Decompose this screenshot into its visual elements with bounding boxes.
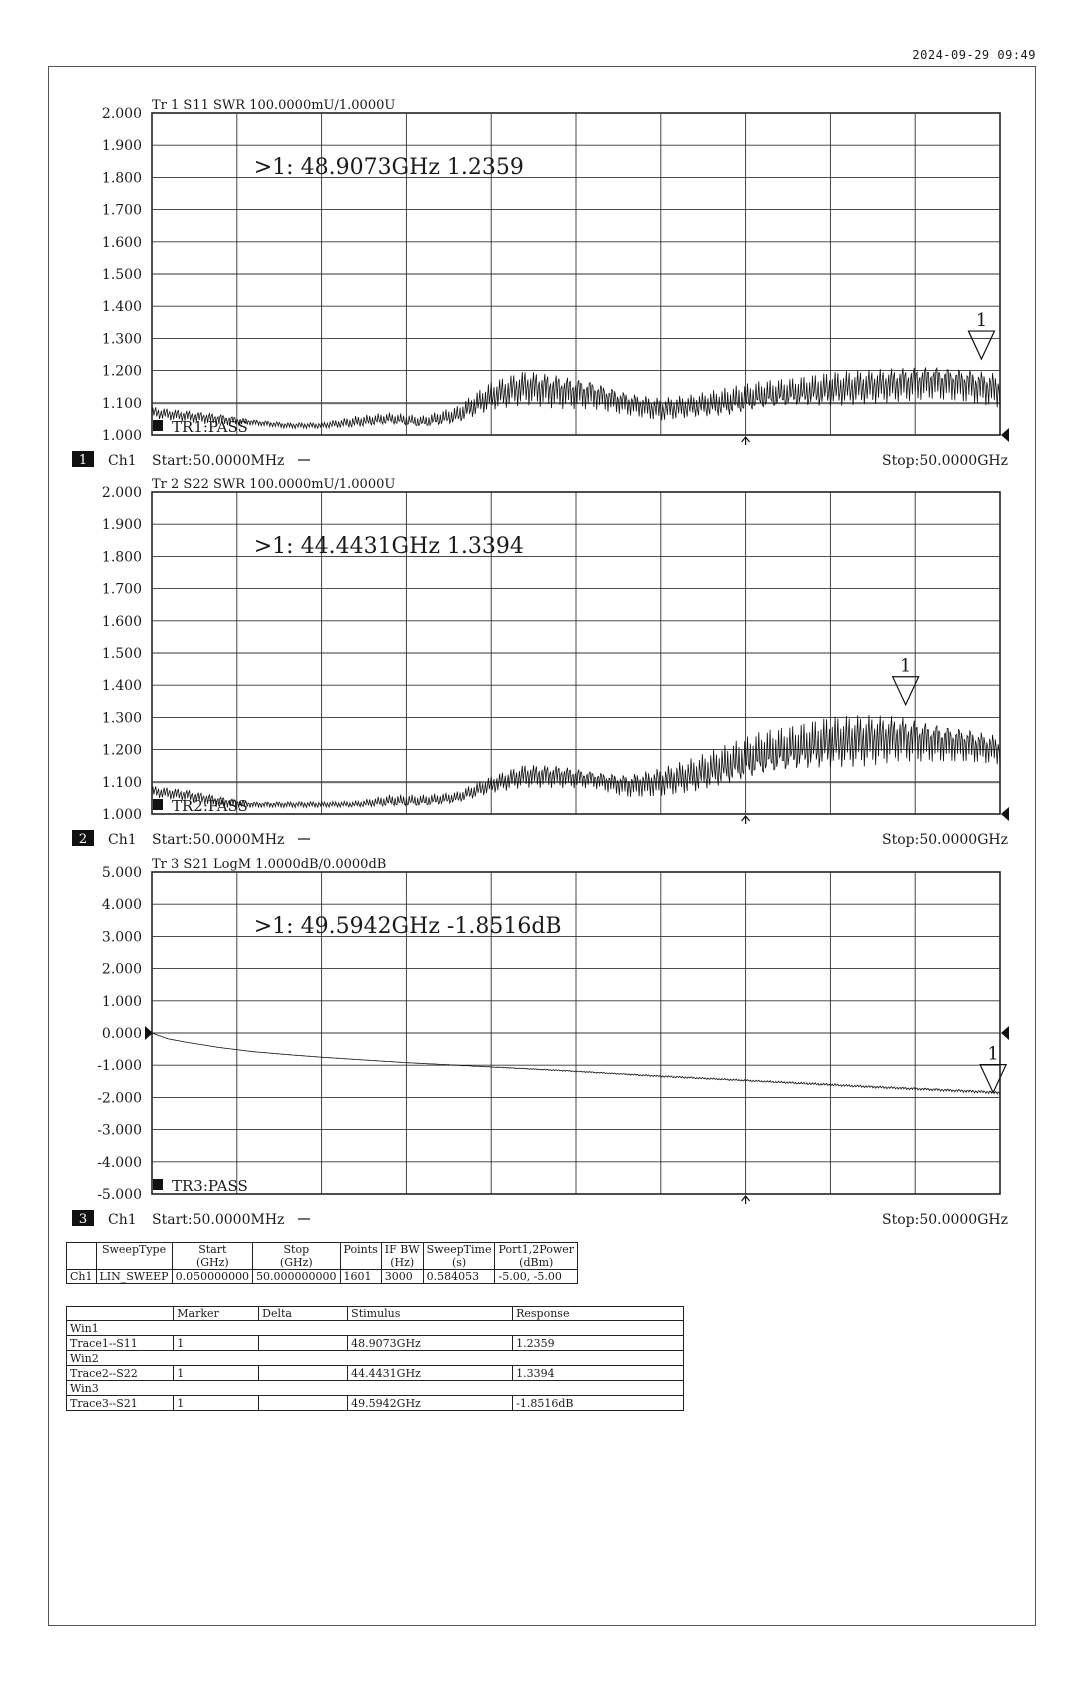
sweep-table-header-cell: Port1,2Power (dBm) (495, 1243, 578, 1270)
chart1-y-tick-label: 1.700 (101, 202, 142, 219)
chart1-y-tick-label: 1.800 (101, 170, 142, 187)
chart3-pass-indicator-box (153, 1179, 163, 1190)
sweep-table-header-row (67, 1243, 578, 1270)
chart3-marker-number: 1 (987, 1043, 999, 1065)
chart2-y-tick-label: 1.000 (101, 807, 142, 823)
sweep-table-cell: -5.00, -5.00 (495, 1270, 578, 1284)
chart2-channel-label: Ch1 (108, 832, 137, 848)
chart1-y-tick-label: 1.900 (101, 138, 142, 155)
sweep-table-header-cell: Stop (GHz) (253, 1243, 340, 1270)
print-timestamp: 2024-09-29 09:49 (912, 48, 1036, 62)
sweep-table-row (67, 1270, 578, 1284)
chart2-y-tick-label: 1.100 (101, 774, 142, 791)
marker-table-row (67, 1351, 684, 1366)
chart2-y-tick-label: 1.400 (101, 678, 142, 695)
chart2-marker-number: 1 (899, 655, 912, 677)
chart3-start-label: Start:50.0000MHz (152, 1212, 285, 1228)
chart2-marker-readout: >1: 44.4431GHz 1.3394 (253, 534, 524, 559)
marker-table-window-cell: Win3 (67, 1381, 684, 1396)
marker-table-row (67, 1336, 684, 1351)
chart1-trace-title: Tr 1 S11 SWR 100.0000mU/1.0000U (152, 98, 396, 113)
chart2-y-tick-label: 1.900 (101, 517, 142, 534)
sweep-table-header-cell: Points (340, 1243, 381, 1270)
sweep-table-header-cell: Start (GHz) (172, 1243, 252, 1270)
marker-table-cell: 49.5942GHz (348, 1396, 513, 1411)
marker-table-row (67, 1381, 684, 1396)
marker-table-cell (259, 1336, 348, 1351)
sweep-table-cell: 3000 (381, 1270, 423, 1284)
chart1-y-tick-label: 1.100 (101, 395, 142, 412)
marker-table-cell: 1 (174, 1396, 259, 1411)
sweep-table-cell: 0.584053 (423, 1270, 495, 1284)
chart3-y-tick-label: 0.000 (101, 1026, 142, 1042)
sweep-table-cell: Ch1 (67, 1270, 97, 1284)
chart1-channel-label: Ch1 (108, 453, 137, 469)
chart2-y-tick-label: 1.300 (101, 710, 142, 727)
sweep-table-header-cell (67, 1243, 97, 1270)
chart3-pass-label: TR3:PASS (172, 1177, 248, 1195)
chart2-channel-number: 2 (78, 832, 88, 847)
marker-table-cell: 1 (174, 1366, 259, 1381)
chart2-pass-indicator-box (153, 799, 163, 810)
marker-results-table (66, 1306, 684, 1411)
chart1-y-tick-label: 1.000 (101, 428, 142, 444)
sweep-table-header-cell: SweepTime (s) (423, 1243, 495, 1270)
chart3-stop-label: Stop:50.0000GHz (882, 1212, 1008, 1228)
chart3-y-tick-label: -4.000 (97, 1154, 142, 1171)
marker-table-cell: Trace3--S21 (67, 1396, 174, 1411)
chart1-start-label: Start:50.0000MHz (152, 453, 285, 469)
chart2-y-tick-label: 1.600 (101, 613, 142, 630)
chart2-y-tick-label: 1.200 (101, 742, 142, 759)
sweep-settings-table (66, 1242, 578, 1284)
marker-table-window-cell: Win1 (67, 1321, 684, 1336)
chart2-y-tick-label: 1.500 (101, 646, 142, 662)
marker-table-cell: 1.2359 (513, 1336, 684, 1351)
chart2-stimulus-arrow (742, 816, 750, 824)
chart3-reference-arrow-right (1001, 1026, 1009, 1040)
chart2-reference-arrow-right (1001, 807, 1009, 821)
sweep-table-cell: 1601 (340, 1270, 381, 1284)
sweep-table-cell: 50.000000000 (253, 1270, 340, 1284)
chart1-marker-triangle (968, 331, 994, 359)
chart2-y-tick-label: 1.700 (101, 581, 142, 598)
marker-table-header-row (67, 1307, 684, 1321)
chart1-y-tick-label: 1.500 (101, 267, 142, 283)
chart3-y-tick-label: 4.000 (101, 897, 142, 914)
chart3-trace-title: Tr 3 S21 LogM 1.0000dB/0.0000dB (152, 857, 387, 872)
chart1-y-tick-label: 1.300 (101, 331, 142, 348)
marker-table-cell: 1.3394 (513, 1366, 684, 1381)
chart3-marker-triangle (980, 1065, 1006, 1093)
chart2-y-tick-label: 2.000 (101, 485, 142, 501)
chart1-pass-indicator-box (153, 420, 163, 431)
chart1-marker-number: 1 (975, 310, 988, 332)
chart2-trace-title: Tr 2 S22 SWR 100.0000mU/1.0000U (152, 477, 396, 492)
marker-table-cell: -1.8516dB (513, 1396, 684, 1411)
sweep-table-cell: 0.050000000 (172, 1270, 252, 1284)
chart1-marker-readout: >1: 48.9073GHz 1.2359 (253, 155, 524, 180)
marker-table-cell (259, 1366, 348, 1381)
sweep-table-header-cell: IF BW (Hz) (381, 1243, 423, 1270)
chart3-channel-number: 3 (78, 1212, 88, 1227)
chart1-y-tick-label: 2.000 (101, 106, 142, 122)
chart1-stop-label: Stop:50.0000GHz (882, 453, 1008, 469)
marker-table-cell: 44.4431GHz (348, 1366, 513, 1381)
chart3-y-tick-label: 1.000 (101, 993, 142, 1010)
marker-table-window-cell: Win2 (67, 1351, 684, 1366)
chart3-y-tick-label: 3.000 (101, 929, 142, 946)
chart2-stop-label: Stop:50.0000GHz (882, 832, 1008, 848)
chart3-y-tick-label: 5.000 (101, 865, 142, 881)
marker-table-header-cell: Delta (259, 1307, 348, 1321)
chart1-y-tick-label: 1.200 (101, 363, 142, 380)
marker-table-row (67, 1366, 684, 1381)
sweep-table-header-cell: SweepType (96, 1243, 172, 1270)
chart3-channel-label: Ch1 (108, 1212, 137, 1228)
sweep-table-cell: LIN_SWEEP (96, 1270, 172, 1284)
chart3-y-tick-label: -5.000 (97, 1187, 142, 1203)
marker-table-header-cell (67, 1307, 174, 1321)
marker-table-header-cell: Marker (174, 1307, 259, 1321)
chart3-y-tick-label: -3.000 (97, 1122, 142, 1139)
chart3-y-tick-label: -1.000 (97, 1058, 142, 1075)
marker-table-cell: 1 (174, 1336, 259, 1351)
chart1-pass-label: TR1:PASS (172, 418, 248, 436)
marker-table-header-cell: Response (513, 1307, 684, 1321)
marker-table-header-cell: Stimulus (348, 1307, 513, 1321)
marker-table-row (67, 1321, 684, 1336)
chart3-marker-readout: >1: 49.5942GHz -1.8516dB (253, 914, 562, 939)
chart2-pass-label: TR2:PASS (172, 797, 248, 815)
chart3-stimulus-arrow (742, 1196, 750, 1204)
chart1-y-tick-label: 1.400 (101, 299, 142, 316)
marker-table-cell (259, 1396, 348, 1411)
marker-table-row (67, 1396, 684, 1411)
chart1-stimulus-arrow (742, 437, 750, 445)
marker-table-cell: Trace1--S11 (67, 1336, 174, 1351)
marker-table-cell: 48.9073GHz (348, 1336, 513, 1351)
chart1-reference-arrow-right (1001, 428, 1009, 442)
chart2-y-tick-label: 1.800 (101, 549, 142, 566)
chart2-start-label: Start:50.0000MHz (152, 832, 285, 848)
chart1-channel-number: 1 (78, 453, 88, 468)
chart3-y-tick-label: -2.000 (97, 1090, 142, 1107)
chart3-y-tick-label: 2.000 (101, 961, 142, 978)
marker-table-cell: Trace2--S22 (67, 1366, 174, 1381)
chart1-y-tick-label: 1.600 (101, 234, 142, 251)
